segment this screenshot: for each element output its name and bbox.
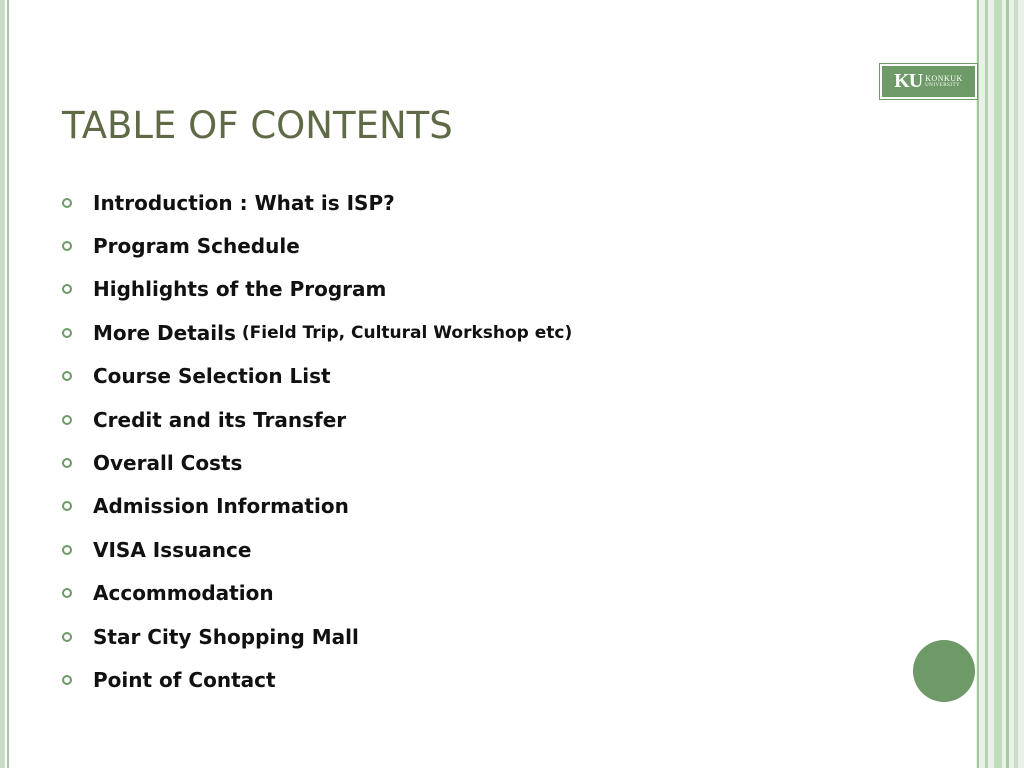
logo-line1: KONKUK xyxy=(925,73,963,83)
table-of-contents-list xyxy=(62,181,572,702)
logo-line2: UNIVERSITY xyxy=(925,83,961,89)
left-border-stripe-thin xyxy=(7,0,9,768)
toc-item xyxy=(62,528,572,571)
toc-item-label: Program Schedule xyxy=(93,234,300,259)
toc-item-label: Introduction : What is ISP? xyxy=(93,190,395,215)
bullet-ring-icon xyxy=(62,415,72,425)
toc-item xyxy=(62,398,572,441)
bullet-ring-icon xyxy=(62,241,72,251)
toc-item-label: VISA Issuance xyxy=(93,537,252,562)
right-border-stripe xyxy=(1006,0,1009,768)
toc-item xyxy=(62,572,572,615)
bullet-ring-icon xyxy=(62,328,72,338)
toc-item-label: Star City Shopping Mall xyxy=(93,624,359,649)
logo-wordmark xyxy=(925,75,963,89)
toc-item xyxy=(62,311,572,354)
toc-item-sublabel: (Field Trip, Cultural Workshop etc) xyxy=(241,322,573,343)
toc-item xyxy=(62,615,572,658)
bullet-ring-icon xyxy=(62,371,72,381)
toc-item-label: Course Selection List xyxy=(93,364,331,389)
toc-item-label: Accommodation xyxy=(93,581,274,606)
left-border-stripe xyxy=(0,0,5,768)
slide-title: TABLE OF CONTENTS xyxy=(62,104,453,147)
toc-item xyxy=(62,658,572,701)
bullet-ring-icon xyxy=(62,501,72,511)
bullet-ring-icon xyxy=(62,198,72,208)
right-border-stripe xyxy=(977,0,979,768)
bullet-ring-icon xyxy=(62,458,72,468)
toc-item-label: Admission Information xyxy=(93,494,349,519)
right-border-stripe xyxy=(985,0,988,768)
toc-item xyxy=(62,485,572,528)
bullet-ring-icon xyxy=(62,588,72,598)
toc-item-label: Credit and its Transfer xyxy=(93,407,347,432)
bullet-ring-icon xyxy=(62,545,72,555)
bullet-ring-icon xyxy=(62,284,72,294)
bullet-ring-icon xyxy=(62,632,72,642)
decorative-circle xyxy=(913,640,975,702)
logo-mark: KU xyxy=(894,70,923,92)
toc-item-label: Highlights of the Program xyxy=(93,277,387,302)
bullet-ring-icon xyxy=(62,675,72,685)
toc-item xyxy=(62,268,572,311)
toc-item xyxy=(62,355,572,398)
toc-item-label: Point of Contact xyxy=(93,667,276,692)
right-border-stripe xyxy=(1014,0,1018,768)
toc-item-label: More Details xyxy=(93,320,236,345)
toc-item-label: Overall Costs xyxy=(93,451,243,476)
toc-item xyxy=(62,224,572,267)
toc-item xyxy=(62,181,572,224)
right-border-stripe xyxy=(994,0,1002,768)
konkuk-university-logo xyxy=(880,64,977,99)
toc-item xyxy=(62,441,572,484)
